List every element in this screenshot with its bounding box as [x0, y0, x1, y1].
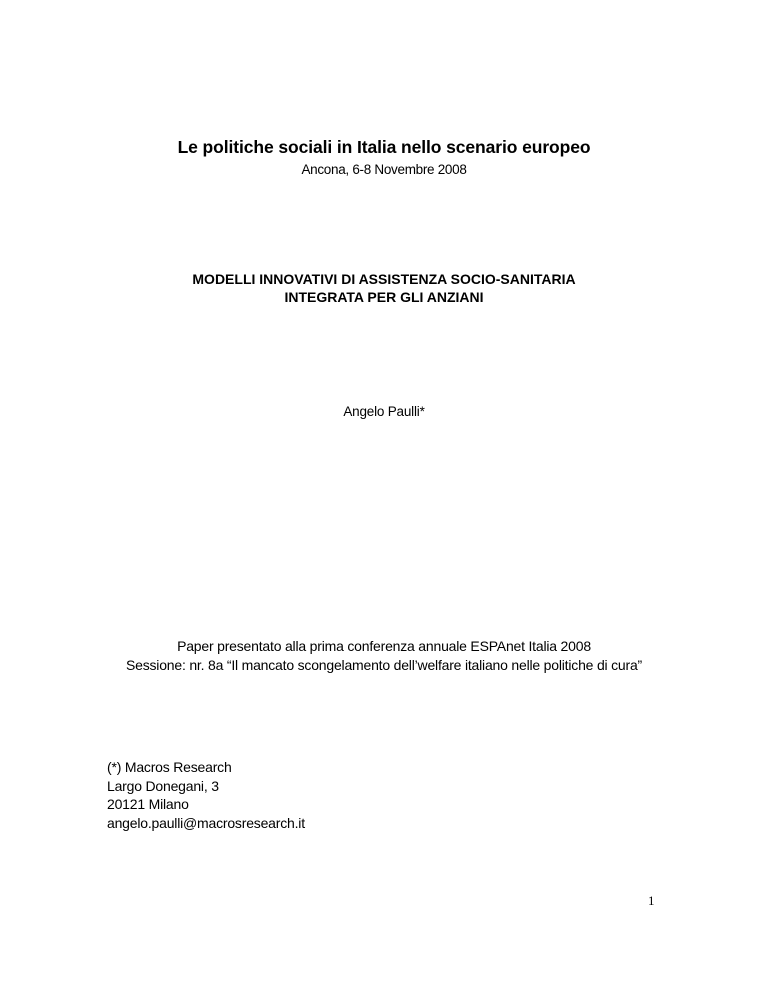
paper-title-line: MODELLI INNOVATIVI DI ASSISTENZA SOCIO-SANITARIA	[192, 271, 576, 287]
presentation-note	[0, 637, 768, 675]
page-number: 1	[648, 893, 655, 908]
author-affiliation	[107, 758, 305, 832]
presentation-line: Paper presentato alla prima conferenza annuale ESPAnet Italia 2008	[177, 638, 591, 654]
paper-title-line: INTEGRATA PER GLI ANZIANI	[284, 289, 484, 305]
paper-title	[0, 270, 768, 306]
affiliation-line: Largo Donegani, 3	[107, 777, 219, 794]
conference-subtitle: Ancona, 6-8 Novembre 2008	[301, 162, 467, 177]
affiliation-email: angelo.paulli@macrosresearch.it	[107, 814, 305, 831]
affiliation-line: 20121 Milano	[107, 796, 189, 812]
presentation-line: Sessione: nr. 8a “Il mancato scongelamento dell’welfare italiano nelle politiche di cura”	[125, 657, 643, 673]
conference-title: Le politiche sociali in Italia nello scenario europeo	[177, 137, 591, 157]
author-name: Angelo Paulli*	[343, 404, 425, 419]
affiliation-line: (*) Macros Research	[107, 759, 232, 775]
